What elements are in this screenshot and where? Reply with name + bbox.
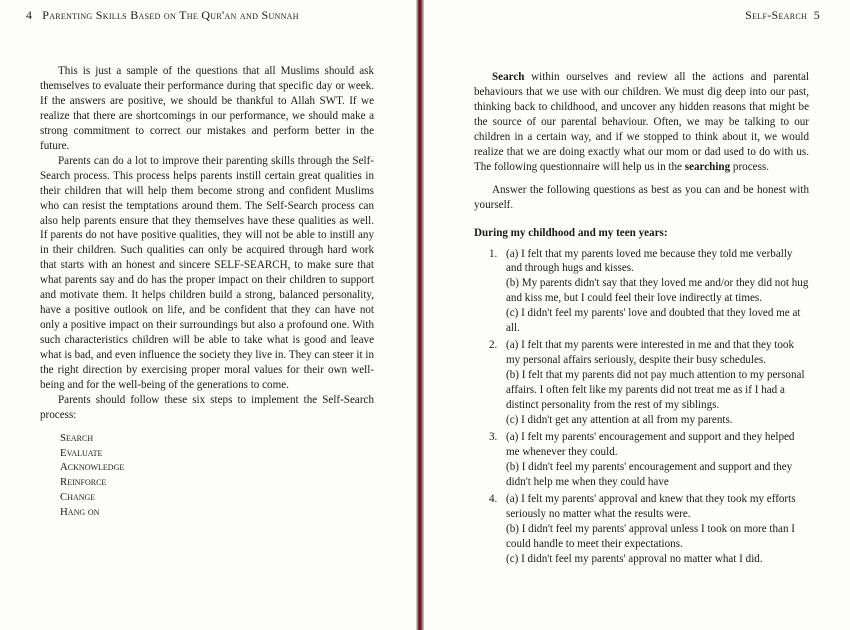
right-page-body	[474, 70, 809, 569]
question-item	[474, 338, 809, 428]
question-option: (c) I didn't feel my parents' approval no matter what I did.	[506, 552, 763, 565]
question-number: 2.	[489, 339, 498, 352]
right-page-number: 5	[813, 8, 820, 22]
question-number: 3.	[489, 430, 498, 443]
question-option: (a) I felt my parents' encouragement and support and they helped me whenever they could.	[506, 430, 795, 458]
step-item: Evaluate	[60, 446, 103, 459]
left-page	[0, 0, 416, 630]
question-option: (b) I didn't feel my parents' encouragement and support and they didn't help me when they could have	[506, 460, 793, 488]
left-running-head	[26, 8, 299, 23]
question-item	[474, 247, 809, 337]
question-option: (a) I felt my parents' approval and knew that they took my efforts seriously no matter what the results were.	[506, 492, 796, 520]
intro-text: within ourselves and review all the actions and parental behaviours that we use with our children. We must dig deep into our past, thinking back to childhood, and uncover any hidden reasons that might be the source of our parental behaviour. Often, we may be talking to our children in a certain way, and if we stopped to think about it, we would realize that we are doing exactly what our mom or dad used to do with us. The following questionnaire will help us in the	[474, 71, 809, 173]
right-page	[424, 0, 850, 630]
question-option: (a) I felt that my parents loved me because they told me verbally and through hugs and kisses.	[506, 247, 793, 275]
intro-paragraph	[474, 70, 809, 175]
left-page-number: 4	[26, 8, 33, 22]
steps-list	[60, 431, 374, 520]
right-running-head	[745, 8, 820, 23]
searching-bold: searching	[684, 160, 731, 173]
question-number: 1.	[489, 247, 498, 260]
left-page-body	[40, 64, 374, 520]
question-option: (b) I didn't feel my parents' approval unless I took on more than I could handle to meet their expectations.	[506, 522, 795, 550]
step-item: Search	[60, 431, 94, 444]
step-item: Change	[60, 491, 96, 504]
question-option: (c) I didn't get any attention at all from my parents.	[506, 414, 733, 427]
subheading: During my childhood and my teen years:	[474, 226, 668, 239]
answer-paragraph: Answer the following questions as best as you can and be honest with yourself.	[474, 183, 809, 211]
book-gutter	[416, 0, 424, 630]
paragraph: Parents should follow these six steps to implement the Self-Search process:	[40, 393, 374, 421]
question-option: (a) I felt that my parents were interested in me and that they took my personal affairs seriously, despite their busy schedules.	[506, 339, 795, 367]
question-option: (b) My parents didn't say that they loved me and/or they did not hug and kiss me, but I could feel their love indirectly at times.	[506, 277, 809, 305]
questionnaire	[474, 247, 809, 567]
search-bold: Search	[492, 71, 525, 83]
step-item: Hang on	[60, 505, 100, 518]
question-item	[474, 492, 809, 567]
question-item	[474, 430, 809, 490]
question-option: (c) I didn't feel my parents' love and doubted that they loved me at all.	[506, 307, 801, 335]
intro-tail: process.	[730, 160, 769, 173]
step-item: Acknowledge	[60, 461, 125, 474]
step-item: Reinforce	[60, 476, 107, 489]
question-option: (b) I felt that my parents did not pay much attention to my personal affairs. I often felt like my parents did not treat me as if I had a distinct personality from the rest of my siblings.	[506, 369, 805, 412]
question-number: 4.	[489, 492, 498, 505]
paragraph: Parents can do a lot to improve their parenting skills through the Self-Search process. This process helps parents instill certain great qualities in their children that will help them become strong and confident Muslims who can resist the temptations around them. The Self-Search process can also help parents ensure that they themselves have these qualities as well. If parents do not have positive qualities, they will not be able to instill any in their children. Such qualities can only be acquired through hard work that starts with an honest and sincere SELF-SEARCH, to make sure that what parents say and do has the proper impact on their children to support and motivate them. It helps children build a strong, balanced personality, have a positive outlook on life, and be confident that they can have not only a positive impact on their surroundings but also a profound one. With such characteristics children will be able to take what is good and leave what is bad, and even influence the society they live in. They can steer it in the right direction by exercising proper moral values for their own well-being and for the well-being of the generations to come.	[40, 154, 374, 392]
left-running-title: Parenting Skills Based on The Qur'an and Sunnah	[42, 8, 299, 22]
right-running-title: Self-Search	[745, 8, 808, 22]
paragraph: This is just a sample of the questions that all Muslims should ask themselves to evaluate their performance during that specific day or week. If the answers are positive, we should be thankful to Allah SWT. If we realize that there are shortcomings in our performance, we should make a strong commitment to correct our mistakes and perform better in the future.	[40, 65, 374, 152]
